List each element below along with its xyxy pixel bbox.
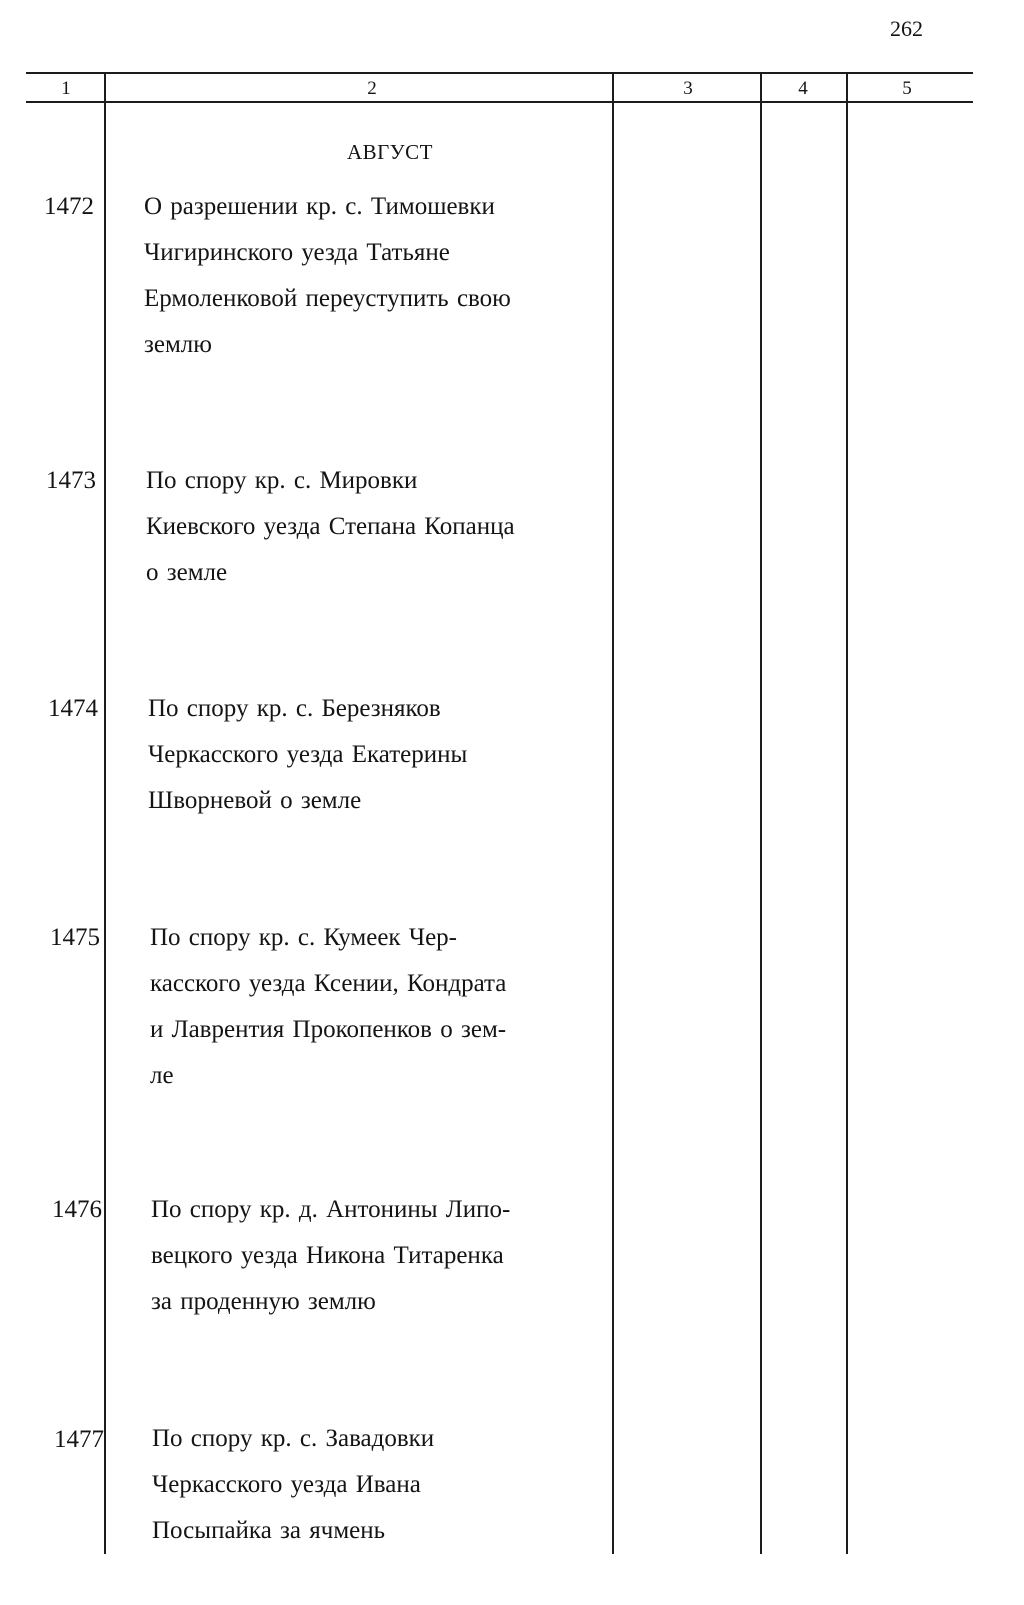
entry-line: О разрешении кр. с. Тимошевки: [144, 193, 495, 220]
entry-number: 1474: [48, 695, 98, 722]
entry-number: 1475: [50, 924, 100, 951]
entry-line: о земле: [146, 559, 228, 586]
column-heading-3: 3: [683, 78, 693, 99]
entry-line: Шворневой о земле: [148, 787, 362, 814]
entry-line: касского уезда Ксении, Кондрата: [150, 970, 507, 997]
column-heading-5: 5: [902, 78, 912, 99]
entry-line: Черкасского уезда Ивана: [152, 1471, 421, 1498]
entry-number: 1477: [54, 1426, 104, 1453]
column-heading-2: 2: [367, 78, 377, 99]
entry-line: землю: [144, 331, 212, 358]
entry-line: Посыпайка за ячмень: [152, 1517, 386, 1544]
table-top-rule: [26, 72, 973, 74]
entry-description: [148, 686, 580, 824]
column-heading-1: 1: [61, 78, 71, 99]
entry-number: 1472: [44, 193, 94, 220]
entry-line: Киевского уезда Степана Копанца: [146, 513, 515, 540]
entry-description: [150, 915, 582, 1099]
entry-line: По спору кр. с. Мировки: [146, 467, 418, 494]
section-title: АВГУСТ: [346, 140, 433, 164]
entry-number: 1476: [52, 1196, 102, 1223]
table-header-rule: [26, 101, 973, 103]
entry-line: По спору кр. с. Завадовки: [152, 1425, 435, 1452]
column-divider-3-4: [760, 74, 762, 1554]
entry-line: Чигиринского уезда Татьяне: [144, 239, 450, 266]
entry-line: Ермоленковой переуступить свою: [144, 285, 511, 312]
entry-line: По спору кр. д. Антонины Липо-: [151, 1196, 511, 1223]
column-divider-2-3: [612, 74, 614, 1554]
entry-line: за проденную землю: [151, 1288, 376, 1315]
entry-line: ле: [150, 1062, 174, 1089]
entry-line: По спору кр. с. Березняков: [148, 695, 441, 722]
column-divider-1-2: [104, 74, 106, 1554]
entry-description: [151, 1187, 583, 1325]
column-heading-4: 4: [798, 78, 808, 99]
entry-number: 1473: [46, 467, 96, 494]
entry-line: Черкасского уезда Екатерины: [148, 741, 468, 768]
entry-line: По спору кр. с. Кумеек Чер-: [150, 924, 457, 951]
entry-description: [144, 184, 576, 368]
entry-line: и Лаврентия Прокопенков о зем-: [150, 1016, 507, 1043]
page-number: 262: [890, 16, 923, 41]
entry-description: [152, 1416, 584, 1554]
entry-description: [146, 458, 578, 596]
column-divider-4-5: [846, 74, 848, 1554]
entry-line: вецкого уезда Никона Титаренка: [151, 1242, 504, 1269]
